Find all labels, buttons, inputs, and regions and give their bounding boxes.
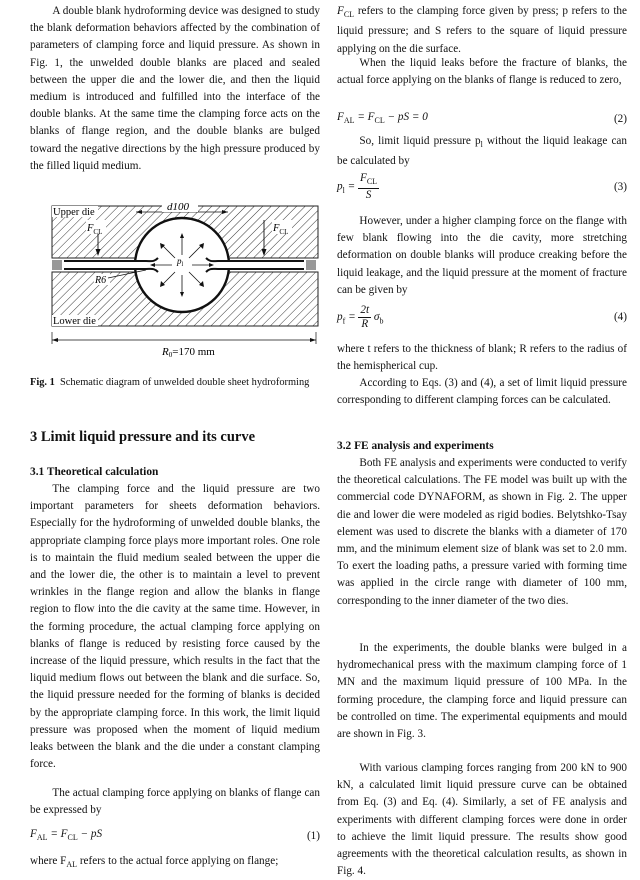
svg-text:FCL: $F_{CL}$ — [273, 223, 289, 236]
svg-text:R0=170 mm: R0=170 mm — [162, 346, 215, 359]
however-paragraph: However, under a higher clamping force on the flange with few blank flowing into the die cavity, more stretching deformation on double blanks will produce creaking before the liquid leakage, and the liquid pressure at the moment of fracture can be given by — [337, 215, 627, 296]
section-3-title: 3 Limit liquid pressure and its curve — [30, 429, 256, 445]
actual-force-paragraph: The actual clamping force applying on blanks of flange can be expressed by — [30, 787, 320, 817]
equation-1: $F_{AL} = F_{CL}$ − pS (1) — [30, 828, 320, 843]
figure-1-caption: Fig. 1 Schematic diagram of unwelded double sheet hydroforming — [30, 377, 310, 388]
equation-3: $p_l$ = $\frac{F_{CL}}{S}$ (3) — [337, 172, 627, 202]
fcl-right-label: F — [273, 223, 280, 234]
where-fal-line: where $F_{AL}$ refers to the actual force applying on flange; — [30, 855, 279, 870]
equation-2: $F_{AL} = F_{CL}$ − pS = 0 (2) — [337, 111, 627, 126]
lower-die-label: Lower die — [53, 316, 96, 327]
fcl-definition-paragraph: $F_{CL}$ refers to the clamping force given by press; p refers to the liquid pressure; and S refers to the square of liquid pressure applying on the die surface. — [337, 5, 627, 55]
theoretical-paragraph: The clamping force and the liquid pressure are two important parameters for sheets deformation behaviors. Especially for the hydroforming of unwelded double blanks, the appropriate clamping force plays more important roles. One role is to maintain the fluid medium sealed between the upper die and the lower die, the other is to maintain a level to prevent wrinkles in the flange region and allow the blanks in flange region to flow into the die cavity at the same time. However, in the forming procedure, the actual clamping force applying on blanks of flange is reduced by resisting force caused by the increase of the liquid pressure, which results in the fact that the liquid medium flows out between the blank and die surface. So, the liquid pressure needed for the forming of blanks is decided by the appropriate clamping force. In this work, the limit liquid pressure was proposed when the moment of liquid medium leaks between the blank and the die under a constant clamping force. — [30, 483, 320, 771]
so-paragraph: So, limit liquid pressure $p_l$ without the liquid leakage can be calculated by — [337, 135, 627, 168]
various-forces-paragraph: With various clamping forces ranging from 200 kN to 900 kN, a calculated limit liquid pressure curve can be obtained from Eq. (3) and Eq. (4). Similarly, a set of FE analysis and experiments with different clamping forces were done in order to achieve the limit liquid pressure. The results show good agreements with the theoretical calculation results, as shown in Fig. 4. — [337, 762, 627, 878]
upper-die-label: Upper die — [53, 207, 95, 218]
d100-label: d100 — [167, 201, 189, 213]
svg-text:pl: $p_l$ — [177, 256, 184, 268]
subsection-3-1-title: 3.1 Theoretical calculation — [30, 466, 159, 478]
experiments-paragraph: In the experiments, the double blanks were bulged in a hydromechanical press with the maximum clamping force of 1 MN and the maximum liquid pressure of 100 MPa. In the forming procedure, the clamping force and liquid pressure can be controlled on time. The experimental equipments and mould are shown in Fig. 3. — [337, 642, 627, 741]
figure-1-diagram — [50, 198, 320, 360]
subsection-3-2-title: 3.2 FE analysis and experiments — [337, 440, 494, 452]
fcl-left-label: F — [87, 223, 94, 234]
r6-label: R6 — [95, 275, 107, 286]
r0-label: R — [162, 346, 169, 358]
equation-4: $p_f$ = $\frac{2t}{R}$ $\sigma_b$ (4) — [337, 304, 627, 330]
seal-right — [306, 260, 316, 270]
according-paragraph: According to Eqs. (3) and (4), a set of limit liquid pressure corresponding to different clamping forces can be calculated. — [337, 377, 627, 407]
where-t-paragraph: where t refers to the thickness of blank; R refers to the radius of the hemispherical cup. — [337, 343, 627, 373]
pl-label: p — [177, 256, 182, 266]
seal-left — [52, 260, 62, 270]
intro-paragraph: A double blank hydroforming device was designed to study the blank deformation behaviors affected by the combination of parameters of clamping force and liquid pressure. As shown in Fig. 1, the unwelded double blanks are placed and sealed between the upper die and the lower die, and then the liquid medium is introduced and fulfilled into the interface of the double blanks. At the same time the clamping force acts on the blanks of flange region, and the double blanks are bulged toward the negative directions by the high pressure produced by the filled liquid medium. — [30, 5, 320, 172]
svg-text:FCL: $F_{CL}$ — [87, 223, 103, 236]
leak-paragraph: When the liquid leaks before the fracture of blanks, the actual force applying on the blanks of flange is reduced to zero, — [337, 57, 627, 87]
fe-analysis-paragraph: Both FE analysis and experiments were conducted to verify the theoretical calculations. The FE model was built up with the commercial code DYNAFORM, as shown in Fig. 2. The upper die and lower die were modeled as rigid bodies. Belytshko-Tsay element was used to discrete the blanks with a diameter of 170 mm, and the minimum element size of blank was set to 2.0 mm. To exert the loading paths, a pressure varied with forming time was applied in the circle range with diameter of 100 mm, corresponding to the inner diameter of the two dies. — [337, 457, 627, 607]
